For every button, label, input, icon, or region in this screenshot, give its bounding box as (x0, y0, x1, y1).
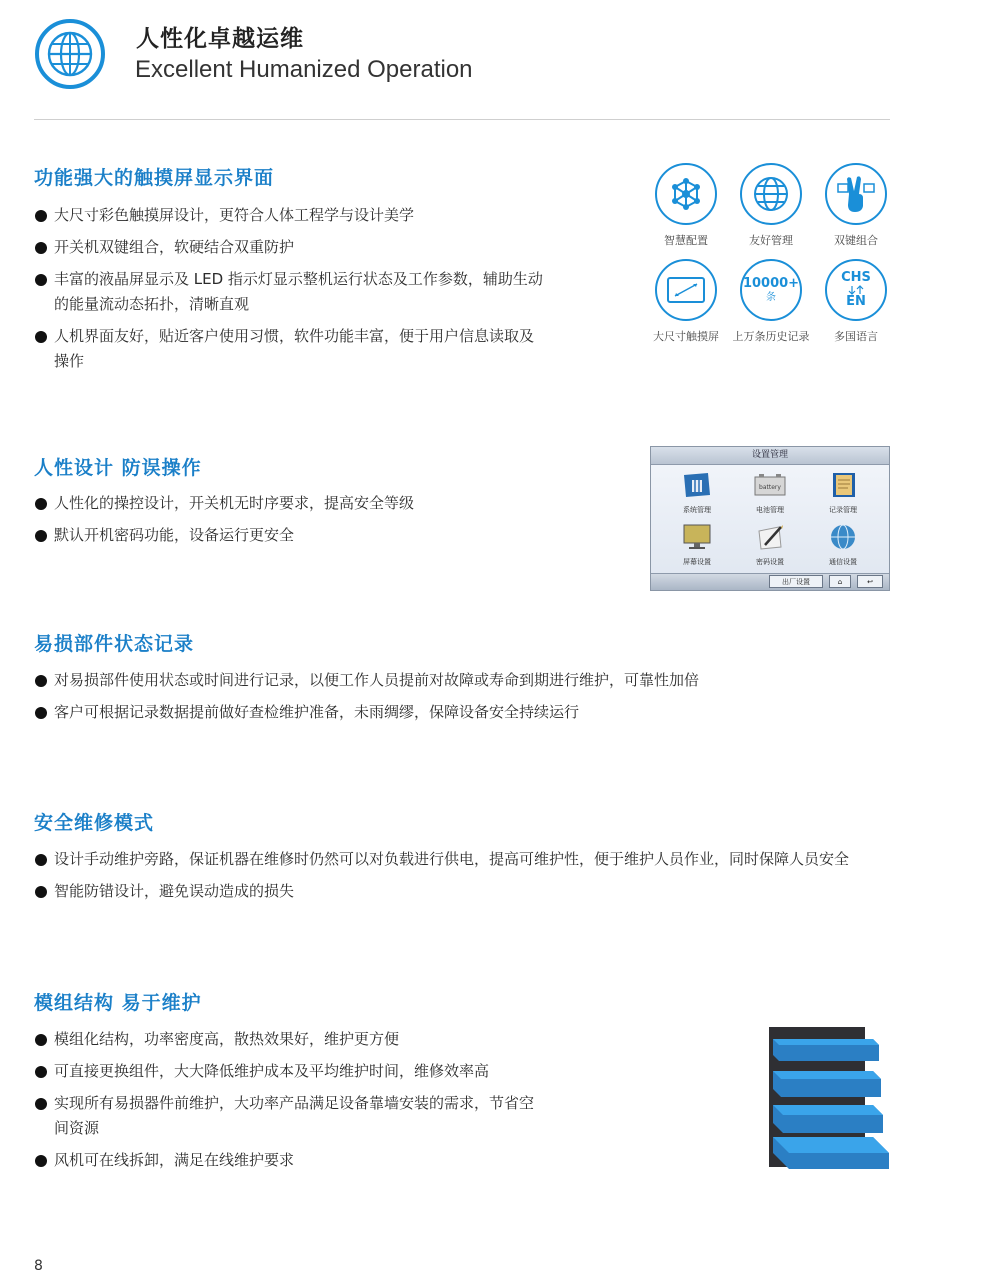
feature-caption: 上万条历史记录 (732, 330, 810, 343)
wear-records-bullets (34, 668, 894, 725)
touchscreen-icon (655, 259, 717, 321)
list-item: 人机界面友好，贴近客户使用习惯，软件功能丰富，便于用户信息读取及操作 (34, 324, 544, 374)
list-item: 开关机双键组合，软硬结合双重防护 (34, 235, 544, 260)
monitor-icon (680, 523, 714, 551)
comm-globe-icon (826, 523, 860, 551)
tile-label: 记录管理 (829, 506, 857, 514)
factory-settings-button[interactable]: 出厂设置 (769, 575, 823, 588)
list-item: 默认开机密码功能，设备运行更安全 (34, 523, 594, 548)
list-item: 对易损部件使用状态或时间进行记录，以便工作人员提前对故障或寿命到期进行维护，可靠性加倍 (34, 668, 894, 693)
tile-label: 屏幕设置 (683, 558, 711, 566)
records-count: 10000+ (742, 276, 800, 291)
page-title: 人性化卓越运维 (136, 26, 304, 52)
list-item: 设计手动维护旁路，保证机器在维修时仍然可以对负载进行供电，提高可维护性，便于维护人员作业，同时保障人员安全 (34, 847, 914, 872)
tile-password (740, 523, 800, 567)
list-item: 可直接更换组件，大大降低维护成本及平均维护时间，维修效率高 (34, 1059, 544, 1084)
list-item: 丰富的液晶屏显示及 LED 指示灯显示整机运行状态及工作参数，辅助生动的能量流动态拓扑，清晰直观 (34, 267, 544, 317)
records-unit: 条 (766, 292, 776, 303)
feature-caption: 双键组合 (834, 234, 878, 247)
module-drawer-4 (773, 1137, 889, 1169)
globe-icon (740, 163, 802, 225)
list-item: 人性化的操控设计，开关机无时序要求，提高安全等级 (34, 491, 594, 516)
feature-multi-language (816, 259, 896, 344)
tile-communication (813, 523, 873, 567)
records-icon (740, 259, 802, 321)
feature-friendly-management (731, 163, 811, 248)
list-item: 大尺寸彩色触摸屏设计，更符合人体工程学与设计美学 (34, 203, 544, 228)
list-item: 实现所有易损器件前维护，大功率产品满足设备靠墙安装的需求，节省空间资源 (34, 1091, 544, 1141)
feature-caption: 大尺寸触摸屏 (653, 330, 719, 343)
screen-footer (651, 573, 889, 590)
home-icon[interactable]: ⌂ (829, 575, 851, 588)
list-item: 客户可根据记录数据提前做好查检维护准备，未雨绸缪，保障设备安全持续运行 (34, 700, 894, 725)
feature-two-key (816, 163, 896, 248)
list-item: 风机可在线拆卸，满足在线维护要求 (34, 1148, 544, 1173)
maintenance-mode-bullets (34, 847, 914, 904)
module-drawers-image (765, 1025, 891, 1171)
back-icon[interactable]: ↩ (857, 575, 883, 588)
globe-logo-icon (34, 18, 106, 90)
settings-screen-image (650, 446, 890, 591)
touchscreen-bullets (34, 203, 544, 374)
header-divider (34, 119, 890, 120)
language-icon (825, 259, 887, 321)
list-item: 智能防错设计，避免误动造成的损失 (34, 879, 914, 904)
module-drawer-1 (773, 1039, 879, 1061)
section-title-maintenance-mode: 安全维修模式 (34, 812, 155, 834)
feature-caption: 多国语言 (834, 330, 878, 343)
pen-icon (753, 523, 787, 551)
battery-icon (753, 471, 787, 499)
feature-history-records (731, 259, 811, 344)
tile-screen (667, 523, 727, 567)
section-title-modular-structure: 模组结构 易于维护 (34, 992, 202, 1014)
tile-battery (740, 471, 800, 515)
network-icon (655, 163, 717, 225)
section-title-wear-records: 易损部件状态记录 (34, 633, 195, 655)
section-title-touchscreen: 功能强大的触摸屏显示界面 (34, 167, 275, 189)
page-number: 8 (34, 1258, 43, 1274)
language-bottom: EN (846, 294, 866, 309)
language-top: CHS (841, 270, 871, 285)
feature-large-touchscreen (646, 259, 726, 344)
page-subtitle: Excellent Humanized Operation (135, 56, 473, 83)
tile-label: 电池管理 (756, 506, 784, 514)
list-item: 模组化结构，功率密度高，散热效果好，维护更方便 (34, 1027, 544, 1052)
records-book-icon (826, 471, 860, 499)
tile-records (813, 471, 873, 515)
module-drawer-3 (773, 1105, 883, 1133)
anti-misoperation-bullets (34, 491, 594, 548)
hand-icon (825, 163, 887, 225)
tile-system (667, 471, 727, 515)
tile-label: 系统管理 (683, 506, 711, 514)
screen-title: 设置管理 (651, 447, 889, 465)
feature-smart-config (646, 163, 726, 248)
modular-structure-bullets (34, 1027, 544, 1173)
module-drawer-2 (773, 1071, 881, 1097)
battery-text: battery (759, 484, 781, 491)
tile-label: 通信设置 (829, 558, 857, 566)
section-title-anti-misoperation: 人性设计 防误操作 (34, 457, 202, 479)
feature-caption: 友好管理 (749, 234, 793, 247)
feature-caption: 智慧配置 (664, 234, 708, 247)
system-icon (680, 471, 714, 499)
tile-label: 密码设置 (756, 558, 784, 566)
